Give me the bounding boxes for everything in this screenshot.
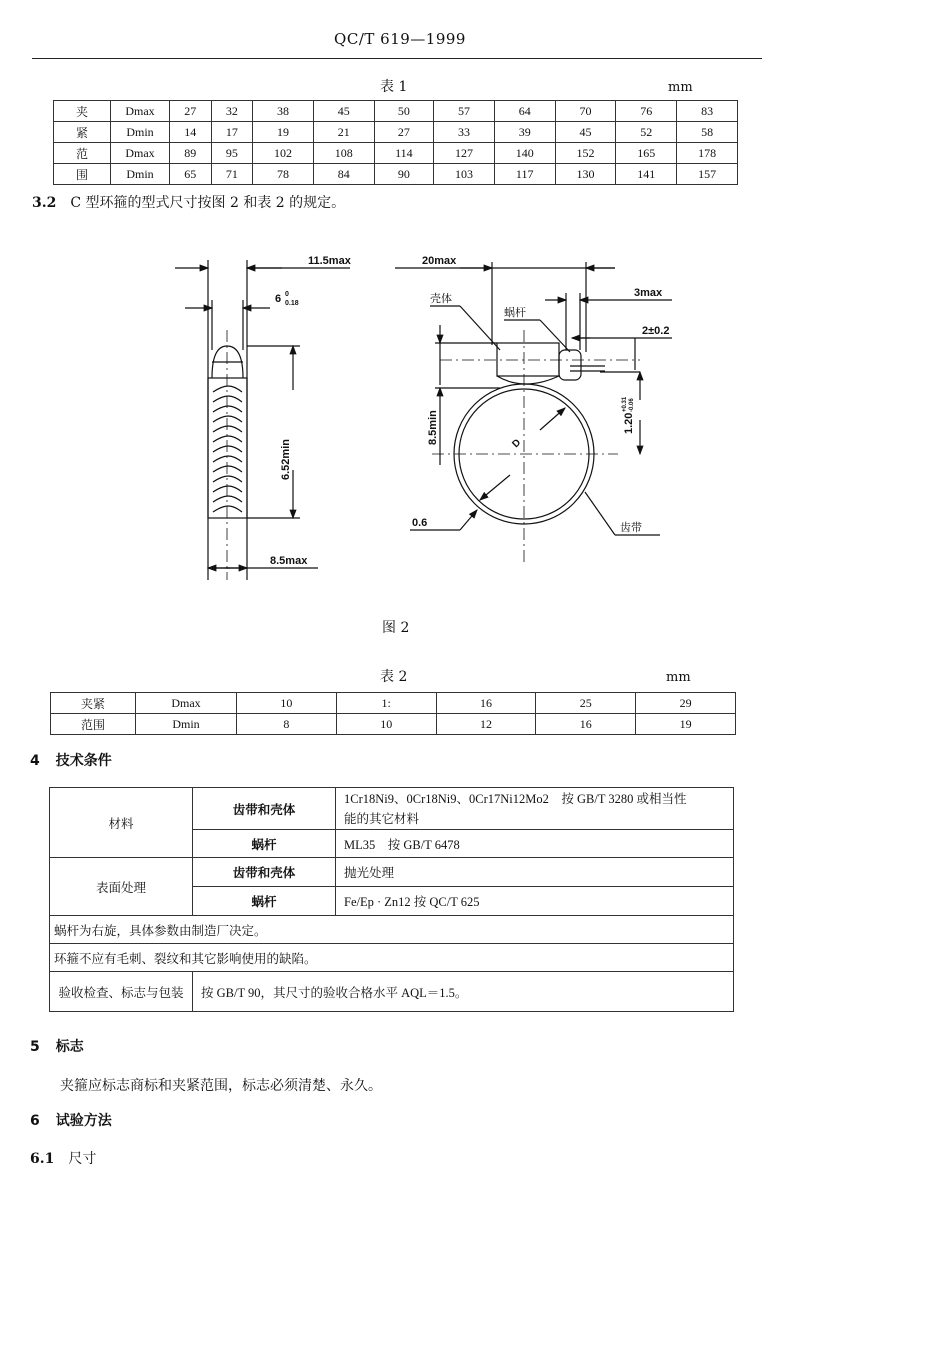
- table1-row-label: Dmax: [111, 101, 170, 122]
- table1-cell: 141: [616, 164, 677, 185]
- material-spec-line: 1Cr18Ni9、0Cr18Ni9、0Cr17Ni12Mo2 按 GB/T 3280 或相当性: [344, 791, 687, 806]
- table1-cell: 14: [170, 122, 212, 143]
- table1-cell: 21: [313, 122, 374, 143]
- table1-cell: 165: [616, 143, 677, 164]
- table2-cell: 12: [436, 714, 536, 735]
- label-band: 齿带: [620, 522, 642, 534]
- dim-1-20-tol-dn: -0.06: [629, 398, 635, 412]
- label-shell: 壳体: [430, 293, 452, 305]
- table1-group-cell: 夹: [54, 101, 111, 122]
- table2-cell: 8: [237, 714, 337, 735]
- table1-cell: 102: [253, 143, 314, 164]
- table1-cell: 39: [494, 122, 555, 143]
- table2-caption: 表 2: [380, 669, 408, 685]
- table1-cell: 152: [555, 143, 616, 164]
- section-number: 3.2: [32, 195, 57, 211]
- table1-group-cell: 紧: [54, 122, 111, 143]
- page-header: QC/T 619—1999: [334, 30, 466, 48]
- table1-cell: 19: [253, 122, 314, 143]
- section-title: 尺寸: [68, 1151, 97, 1167]
- section-4-heading: [30, 750, 112, 770]
- accept-label: 验收检查、标志与包装: [50, 972, 193, 1012]
- table3: [49, 787, 734, 1012]
- section-title: 技术条件: [55, 753, 112, 769]
- table1-cell: 90: [374, 164, 433, 185]
- table1-cell: 117: [494, 164, 555, 185]
- section-title: 试验方法: [55, 1113, 112, 1129]
- section-6-1-heading: [30, 1148, 96, 1168]
- table2-group-cell: 范围: [51, 714, 136, 735]
- figure2-caption: 图 2: [382, 620, 410, 636]
- table1-cell: 89: [170, 143, 212, 164]
- table1-cell: 57: [434, 101, 495, 122]
- dim-1-20-tol-up: +0.31: [622, 396, 628, 412]
- table1-caption: 表 1: [380, 79, 408, 95]
- note-worm-direction: 蜗杆为右旋，具体参数由制造厂决定。: [50, 916, 734, 944]
- table2-cell: 25: [536, 693, 636, 714]
- table1-cell: 108: [313, 143, 374, 164]
- table1-cell: 178: [677, 143, 738, 164]
- table2-cell: 10: [336, 714, 436, 735]
- material-part-band: 齿带和壳体: [193, 788, 336, 830]
- note-defects: 环箍不应有毛刺、裂纹和其它影响使用的缺陷。: [50, 944, 734, 972]
- table2-cell: 10: [237, 693, 337, 714]
- dim-1-20: 1.20: [623, 412, 635, 434]
- table1-group-cell: 范: [54, 143, 111, 164]
- section-number: 6: [30, 1113, 40, 1129]
- table1-row-label: Dmax: [111, 143, 170, 164]
- dim-11-5max: 11.5max: [308, 255, 351, 267]
- table2-cell: 16: [436, 693, 536, 714]
- dim-0-6: 0.6: [412, 517, 428, 529]
- section-5-heading: [30, 1036, 84, 1056]
- table1-cell: 78: [253, 164, 314, 185]
- table1-cell: 76: [616, 101, 677, 122]
- dim-6-52min: 6.52min: [280, 439, 292, 480]
- table1: [53, 100, 738, 185]
- section-6-heading: [30, 1110, 112, 1130]
- table2-row-label: Dmax: [136, 693, 237, 714]
- table2-row-label: Dmin: [136, 714, 237, 735]
- table2-group-cell: 夹紧: [51, 693, 136, 714]
- dim-2-pm-0-2: 2±0.2: [642, 325, 670, 337]
- table1-cell: 103: [434, 164, 495, 185]
- table1-cell: 45: [555, 122, 616, 143]
- table1-cell: 83: [677, 101, 738, 122]
- table1-cell: 27: [374, 122, 433, 143]
- table1-cell: 45: [313, 101, 374, 122]
- table2-cell: 1:: [336, 693, 436, 714]
- material-part-worm: 蜗杆: [193, 830, 336, 858]
- table1-cell: 50: [374, 101, 433, 122]
- surface-spec-band: 抛光处理: [336, 858, 734, 887]
- surface-spec-worm: Fe/Ep · Zn12 按 QC/T 625: [336, 887, 734, 916]
- label-worm: 蜗杆: [504, 307, 526, 319]
- table1-cell: 114: [374, 143, 433, 164]
- table1-cell: 17: [211, 122, 253, 143]
- table1-cell: 33: [434, 122, 495, 143]
- section-text: C 型环箍的型式尺寸按图 2 和表 2 的规定。: [70, 195, 346, 211]
- table1-unit: mm: [668, 80, 693, 95]
- section-3-2: [32, 192, 345, 212]
- dim-8-5min: 8.5min: [427, 410, 439, 445]
- table2-cell: 16: [536, 714, 636, 735]
- table1-row-label: Dmin: [111, 164, 170, 185]
- table1-cell: 27: [170, 101, 212, 122]
- table1-cell: 64: [494, 101, 555, 122]
- table1-cell: 38: [253, 101, 314, 122]
- table1-cell: 157: [677, 164, 738, 185]
- table1-cell: 32: [211, 101, 253, 122]
- surface-part-worm: 蜗杆: [193, 887, 336, 916]
- section-number: 5: [30, 1039, 40, 1055]
- table1-cell: 95: [211, 143, 253, 164]
- table2-cell: 29: [636, 693, 736, 714]
- section-number: 4: [30, 753, 40, 769]
- header-rule: [32, 58, 762, 59]
- accept-text: 按 GB/T 90，其尺寸的验收合格水平 AQL＝1.5。: [193, 972, 734, 1012]
- table1-group-cell: 围: [54, 164, 111, 185]
- table1-cell: 130: [555, 164, 616, 185]
- table1-cell: 140: [494, 143, 555, 164]
- surface-part-band: 齿带和壳体: [193, 858, 336, 887]
- section-number: 6.1: [30, 1151, 55, 1167]
- material-label: 材料: [50, 788, 193, 858]
- table1-cell: 71: [211, 164, 253, 185]
- table2-cell: 19: [636, 714, 736, 735]
- dim-6-tol-dn: 0.18: [285, 300, 299, 307]
- section-5-text: 夹箍应标志商标和夹紧范围，标志必须清楚、永久。: [60, 1078, 382, 1094]
- material-spec-worm: ML35 按 GB/T 6478: [336, 830, 734, 858]
- clamp-front-view: [432, 330, 640, 565]
- material-spec-band: [336, 788, 734, 830]
- table2: [50, 692, 736, 735]
- table2-unit: mm: [666, 670, 691, 685]
- table1-cell: 70: [555, 101, 616, 122]
- table1-cell: 127: [434, 143, 495, 164]
- table1-cell: 58: [677, 122, 738, 143]
- section-title: 标志: [55, 1039, 84, 1055]
- dim-3max: 3max: [634, 287, 663, 299]
- material-spec-line: 能的其它材料: [344, 811, 420, 826]
- dim-6-tol-up: 0: [285, 291, 289, 298]
- table1-cell: 65: [170, 164, 212, 185]
- dim-6: 6: [275, 293, 282, 305]
- dim-diameter: D: [510, 437, 524, 451]
- surface-label: 表面处理: [50, 858, 193, 916]
- dim-8-5max: 8.5max: [270, 555, 308, 567]
- table1-cell: 84: [313, 164, 374, 185]
- dim-20max: 20max: [422, 255, 457, 267]
- table1-row-label: Dmin: [111, 122, 170, 143]
- figure2-drawing: [0, 240, 950, 580]
- table1-cell: 52: [616, 122, 677, 143]
- worm-housing-side-view: [208, 260, 247, 580]
